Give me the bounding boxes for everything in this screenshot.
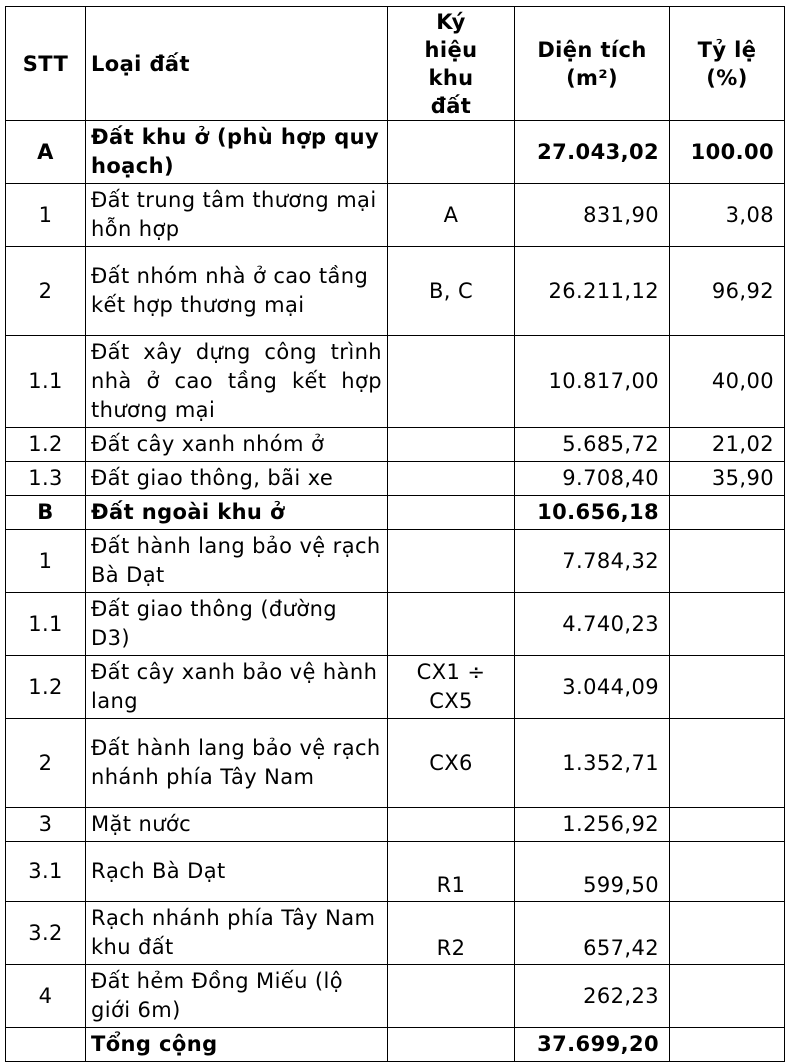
row-area: 37.699,20 — [515, 1028, 670, 1062]
row-stt: 3.1 — [6, 842, 86, 902]
table-row — [6, 247, 785, 336]
row-symbol — [388, 530, 515, 593]
row-stt: 1.2 — [6, 656, 86, 719]
row-ratio: 35,90 — [670, 462, 785, 496]
row-area: 657,42 — [515, 902, 670, 965]
header-ty-le: Tỷ lệ (%) — [670, 7, 785, 121]
row-name: Đất hành lang bảo vệ rạch Bà Dạt — [86, 530, 388, 593]
table-row — [6, 121, 785, 184]
row-symbol: R2 — [388, 902, 515, 965]
table-row — [6, 656, 785, 719]
row-name: Rạch nhánh phía Tây Nam khu đất — [86, 902, 388, 965]
row-symbol: R1 — [388, 842, 515, 902]
row-name: Đất cây xanh nhóm ở — [86, 428, 388, 462]
row-ratio — [670, 902, 785, 965]
row-name: Đất hành lang bảo vệ rạch nhánh phía Tây Nam — [86, 719, 388, 808]
row-ratio — [670, 965, 785, 1028]
table-row — [6, 965, 785, 1028]
table-header-row — [6, 7, 785, 121]
row-area: 1.256,92 — [515, 808, 670, 842]
row-name: Rạch Bà Dạt — [86, 842, 388, 902]
row-ratio — [670, 808, 785, 842]
row-stt: 3 — [6, 808, 86, 842]
row-ratio: 40,00 — [670, 336, 785, 428]
header-stt: STT — [6, 7, 86, 121]
row-ratio: 96,92 — [670, 247, 785, 336]
header-dien-tich: Diện tích (m²) — [515, 7, 670, 121]
row-name: Đất ngoài khu ở — [86, 496, 388, 530]
row-symbol — [388, 808, 515, 842]
row-stt: 4 — [6, 965, 86, 1028]
table-row — [6, 808, 785, 842]
row-symbol — [388, 965, 515, 1028]
row-area: 7.784,32 — [515, 530, 670, 593]
row-stt: 1.3 — [6, 462, 86, 496]
row-ratio: 21,02 — [670, 428, 785, 462]
row-area: 10.817,00 — [515, 336, 670, 428]
row-stt: 1 — [6, 184, 86, 247]
row-symbol — [388, 496, 515, 530]
row-area: 3.044,09 — [515, 656, 670, 719]
row-stt: 2 — [6, 719, 86, 808]
row-ratio: 100.00 — [670, 121, 785, 184]
row-area: 9.708,40 — [515, 462, 670, 496]
row-symbol: B, C — [388, 247, 515, 336]
row-name: Đất trung tâm thương mại hỗn hợp — [86, 184, 388, 247]
table-row — [6, 842, 785, 902]
row-name: Đất xây dựng công trình nhà ở cao tầng kết hợp thương mại — [86, 336, 388, 428]
row-area: 26.211,12 — [515, 247, 670, 336]
row-ratio — [670, 842, 785, 902]
header-ky-hieu: Ký hiệu khu đất — [388, 7, 515, 121]
row-ratio — [670, 496, 785, 530]
row-name: Đất hẻm Đồng Miếu (lộ giới 6m) — [86, 965, 388, 1028]
table-row — [6, 428, 785, 462]
row-name: Đất cây xanh bảo vệ hành lang — [86, 656, 388, 719]
row-ratio — [670, 530, 785, 593]
row-stt: A — [6, 121, 86, 184]
row-name: Đất giao thông, bãi xe — [86, 462, 388, 496]
header-loai-dat: Loại đất — [86, 7, 388, 121]
land-use-table — [5, 6, 785, 1062]
row-area: 599,50 — [515, 842, 670, 902]
row-stt: 1.2 — [6, 428, 86, 462]
row-stt: 3.2 — [6, 902, 86, 965]
row-name: Tổng cộng — [86, 1028, 388, 1062]
row-stt: B — [6, 496, 86, 530]
row-area: 10.656,18 — [515, 496, 670, 530]
row-symbol — [388, 428, 515, 462]
row-area: 1.352,71 — [515, 719, 670, 808]
row-name: Đất khu ở (phù hợp quy hoạch) — [86, 121, 388, 184]
table-row — [6, 719, 785, 808]
row-stt: 1 — [6, 530, 86, 593]
row-name: Đất giao thông (đường D3) — [86, 593, 388, 656]
table-row — [6, 1028, 785, 1062]
row-symbol: CX1 ÷ CX5 — [388, 656, 515, 719]
row-stt: 1.1 — [6, 593, 86, 656]
row-name: Mặt nước — [86, 808, 388, 842]
row-symbol — [388, 593, 515, 656]
row-symbol — [388, 121, 515, 184]
row-stt: 2 — [6, 247, 86, 336]
row-area: 262,23 — [515, 965, 670, 1028]
table-row — [6, 184, 785, 247]
table-row — [6, 902, 785, 965]
row-area: 5.685,72 — [515, 428, 670, 462]
row-ratio — [670, 656, 785, 719]
row-symbol: A — [388, 184, 515, 247]
row-ratio: 3,08 — [670, 184, 785, 247]
row-name: Đất nhóm nhà ở cao tầng kết hợp thương mại — [86, 247, 388, 336]
table-row — [6, 496, 785, 530]
row-ratio — [670, 593, 785, 656]
row-symbol — [388, 336, 515, 428]
row-ratio — [670, 719, 785, 808]
row-symbol — [388, 462, 515, 496]
table-row — [6, 593, 785, 656]
row-area: 4.740,23 — [515, 593, 670, 656]
table-row — [6, 530, 785, 593]
row-stt: 1.1 — [6, 336, 86, 428]
table-row — [6, 336, 785, 428]
table-row — [6, 462, 785, 496]
row-stt — [6, 1028, 86, 1062]
row-symbol — [388, 1028, 515, 1062]
row-area: 27.043,02 — [515, 121, 670, 184]
row-area: 831,90 — [515, 184, 670, 247]
row-symbol: CX6 — [388, 719, 515, 808]
row-ratio — [670, 1028, 785, 1062]
